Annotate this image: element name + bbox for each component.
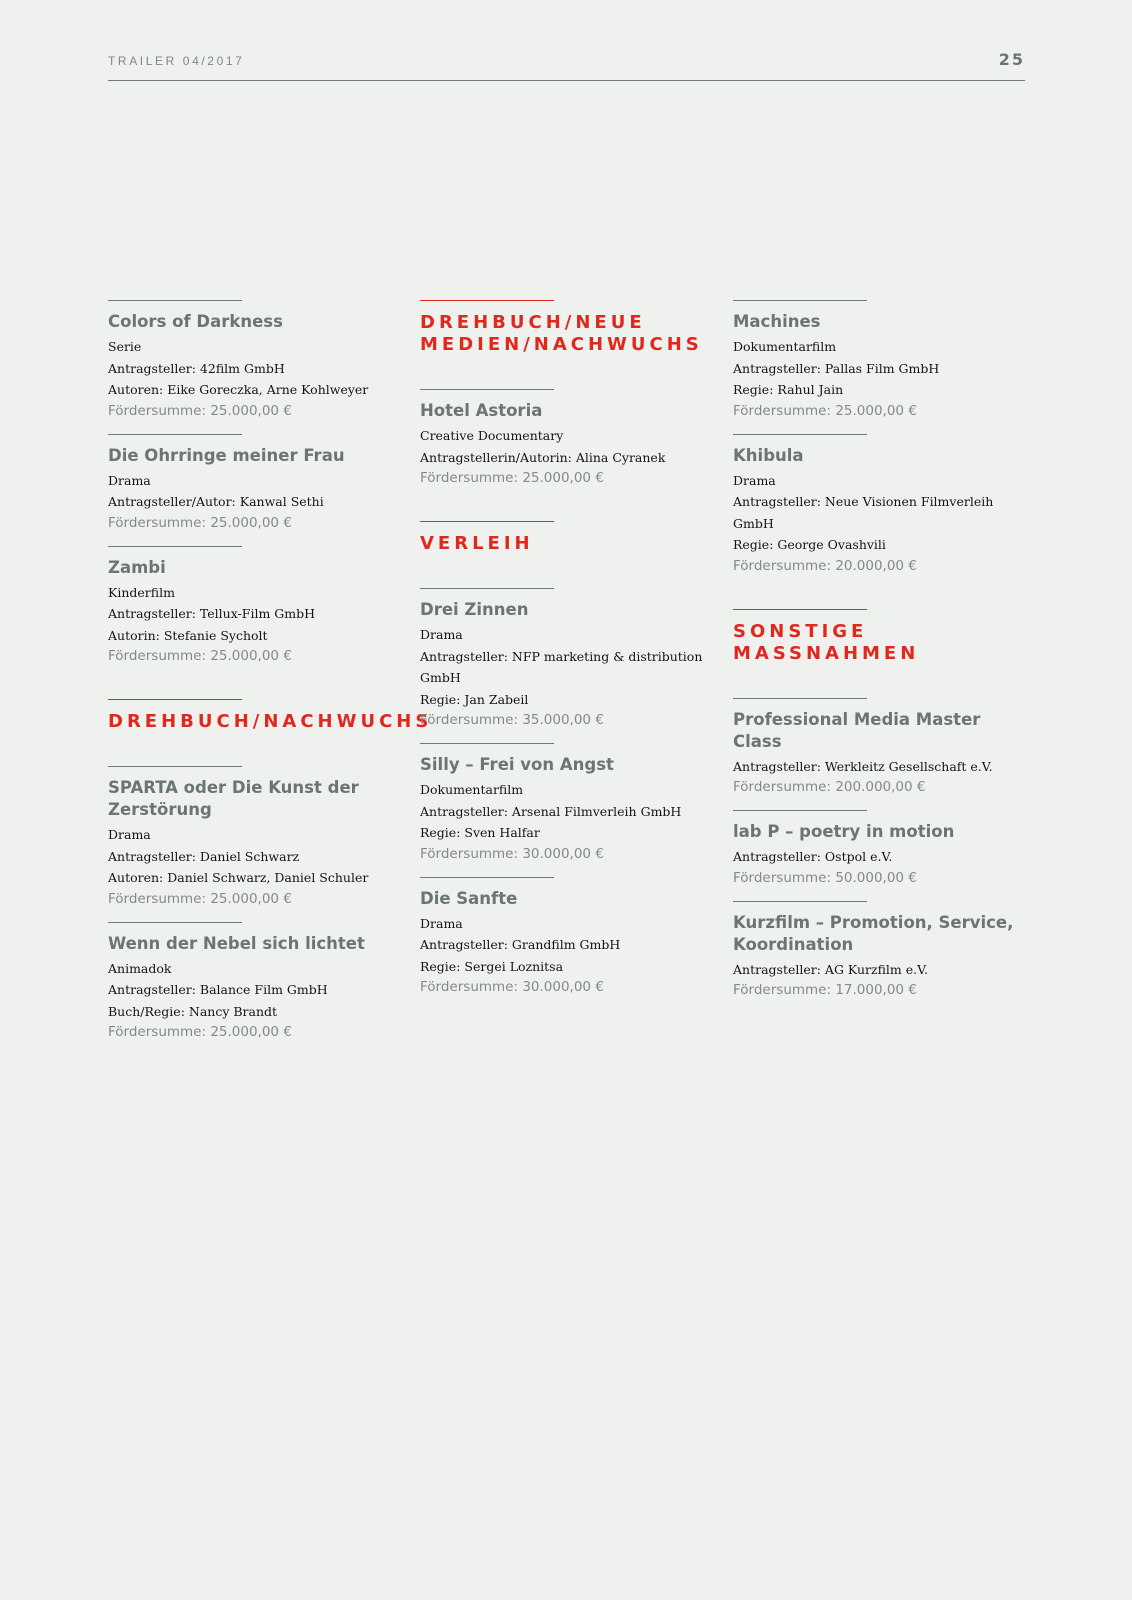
entry-detail: Antragsteller: Arsenal Filmverleih GmbH xyxy=(420,803,682,819)
entry-detail: Antragsteller: Pallas Film GmbH xyxy=(733,360,940,376)
entry-funding-amount: Fördersumme: 50.000,00 € xyxy=(733,869,917,886)
entry-title: Colors of Darkness xyxy=(108,312,283,331)
entry-detail: Antragsteller: NFP marketing & distribution GmbH xyxy=(420,648,703,685)
entry-title: lab P – poetry in motion xyxy=(733,822,955,841)
entry-detail: Dokumentarfilm xyxy=(733,339,837,354)
entry-detail: Regie: George Ovashvili xyxy=(733,537,886,552)
funding-entry xyxy=(733,699,1033,799)
entry-funding-amount: Fördersumme: 30.000,00 € xyxy=(420,845,604,862)
entry-detail: Antragsteller: Tellux-Film GmbH xyxy=(108,606,316,621)
entry-title: Die Sanfte xyxy=(420,888,518,908)
entry-title: Khibula xyxy=(733,445,804,465)
entry-funding-amount: Fördersumme: 25.000,00 € xyxy=(108,1024,292,1040)
funding-entry xyxy=(420,390,716,489)
publication-label: TRAILER 04/2017 xyxy=(108,54,245,68)
entry-title: Silly – Frei von Angst xyxy=(420,755,614,774)
funding-entry xyxy=(420,589,716,731)
section-heading: VERLEIH xyxy=(420,533,534,554)
entry-detail: Autoren: Eike Goreczka, Arne Kohlweyer xyxy=(108,382,369,397)
entry-detail: Drama xyxy=(733,472,776,488)
entry-detail: Antragstellerin/Autorin: Alina Cyranek xyxy=(420,449,666,465)
entry-detail: Antragsteller/Autor: Kanwal Sethi xyxy=(108,494,324,509)
entry-funding-amount: Fördersumme: 25.000,00 € xyxy=(733,402,917,419)
entry-title: Kurzfilm – Promotion, Service, Koordination xyxy=(733,912,1014,954)
entry-detail: Drama xyxy=(420,915,463,931)
entry-title: Drei Zinnen xyxy=(420,600,529,619)
entry-funding-amount: Fördersumme: 35.000,00 € xyxy=(420,712,604,728)
entry-detail: Drama xyxy=(108,472,151,488)
page-number: 25 xyxy=(998,50,1025,69)
entry-funding-amount: Fördersumme: 25.000,00 € xyxy=(108,890,292,907)
entry-detail: Serie xyxy=(108,339,142,354)
entry-detail: Antragsteller: Balance Film GmbH xyxy=(108,982,328,997)
funding-entry xyxy=(108,767,408,910)
entry-detail: Drama xyxy=(420,627,463,642)
section-spacer xyxy=(108,679,408,699)
funding-entry xyxy=(420,744,716,865)
section-heading: DREHBUCH/NEUE MEDIEN/NACHWUCHS xyxy=(420,312,703,355)
entry-detail: Animadok xyxy=(108,960,172,976)
entry-detail: Antragsteller: Grandfilm GmbH xyxy=(420,937,621,952)
entry-detail: Regie: Rahul Jain xyxy=(733,382,844,397)
section-heading: DREHBUCH/NACHWUCHS xyxy=(108,711,433,732)
entry-title: Hotel Astoria xyxy=(420,401,543,420)
column-1 xyxy=(108,300,433,1055)
entry-detail: Antragsteller: Daniel Schwarz xyxy=(108,848,300,864)
entry-detail: Autorin: Stefanie Sycholt xyxy=(108,627,268,643)
funding-entry xyxy=(733,811,1033,889)
entry-funding-amount: Fördersumme: 25.000,00 € xyxy=(108,648,292,664)
entry-detail: Regie: Jan Zabeil xyxy=(420,691,529,707)
entry-detail: Dokumentarfilm xyxy=(420,782,524,797)
entry-detail: Antragsteller: 42film GmbH xyxy=(108,360,285,376)
entry-title: Machines xyxy=(733,312,821,331)
entry-detail: Regie: Sven Halfar xyxy=(420,825,540,840)
entry-funding-amount: Fördersumme: 17.000,00 € xyxy=(733,982,917,998)
funding-entry xyxy=(420,878,716,999)
section-spacer xyxy=(733,589,1033,609)
funding-entry xyxy=(108,435,408,534)
section-spacer xyxy=(420,501,716,521)
entry-detail: Drama xyxy=(108,827,151,842)
funding-entry xyxy=(733,301,1033,422)
entry-funding-amount: Fördersumme: 200.000,00 € xyxy=(733,779,926,795)
entry-detail: Kinderfilm xyxy=(108,584,175,600)
entry-detail: Regie: Sergei Loznitsa xyxy=(420,958,564,974)
funding-entry xyxy=(108,547,408,668)
entry-funding-amount: Fördersumme: 30.000,00 € xyxy=(420,979,604,995)
funding-entry xyxy=(108,301,408,422)
page-header xyxy=(108,50,1025,81)
entry-title: Wenn der Nebel sich lichtet xyxy=(108,933,365,953)
section-heading: SONSTIGE MASSNAHMEN xyxy=(733,620,920,664)
entry-detail: Antragsteller: Werkleitz Gesellschaft e.V. xyxy=(733,758,993,774)
entry-funding-amount: Fördersumme: 25.000,00 € xyxy=(108,402,292,419)
column-3 xyxy=(733,300,1033,1013)
entry-detail: Creative Documentary xyxy=(420,428,564,443)
entry-title: SPARTA oder Die Kunst der Zerstörung xyxy=(108,778,359,819)
funding-entry xyxy=(108,923,408,1044)
funding-entry xyxy=(733,902,1033,1002)
entry-title: Die Ohrringe meiner Frau xyxy=(108,445,345,465)
entry-funding-amount: Fördersumme: 25.000,00 € xyxy=(420,470,604,486)
entry-detail: Antragsteller: AG Kurzfilm e.V. xyxy=(733,961,928,977)
funding-entry xyxy=(733,435,1033,577)
entry-funding-amount: Fördersumme: 25.000,00 € xyxy=(108,514,292,531)
entry-detail: Autoren: Daniel Schwarz, Daniel Schuler xyxy=(108,870,369,885)
entry-detail: Buch/Regie: Nancy Brandt xyxy=(108,1003,278,1019)
entry-detail: Antragsteller: Neue Visionen Filmverleih GmbH xyxy=(733,494,994,531)
entry-title: Zambi xyxy=(108,557,166,577)
entry-funding-amount: Fördersumme: 20.000,00 € xyxy=(733,557,917,574)
column-2 xyxy=(420,300,716,1010)
entry-detail: Antragsteller: Ostpol e.V. xyxy=(733,849,893,864)
entry-title: Professional Media Master Class xyxy=(733,709,981,751)
